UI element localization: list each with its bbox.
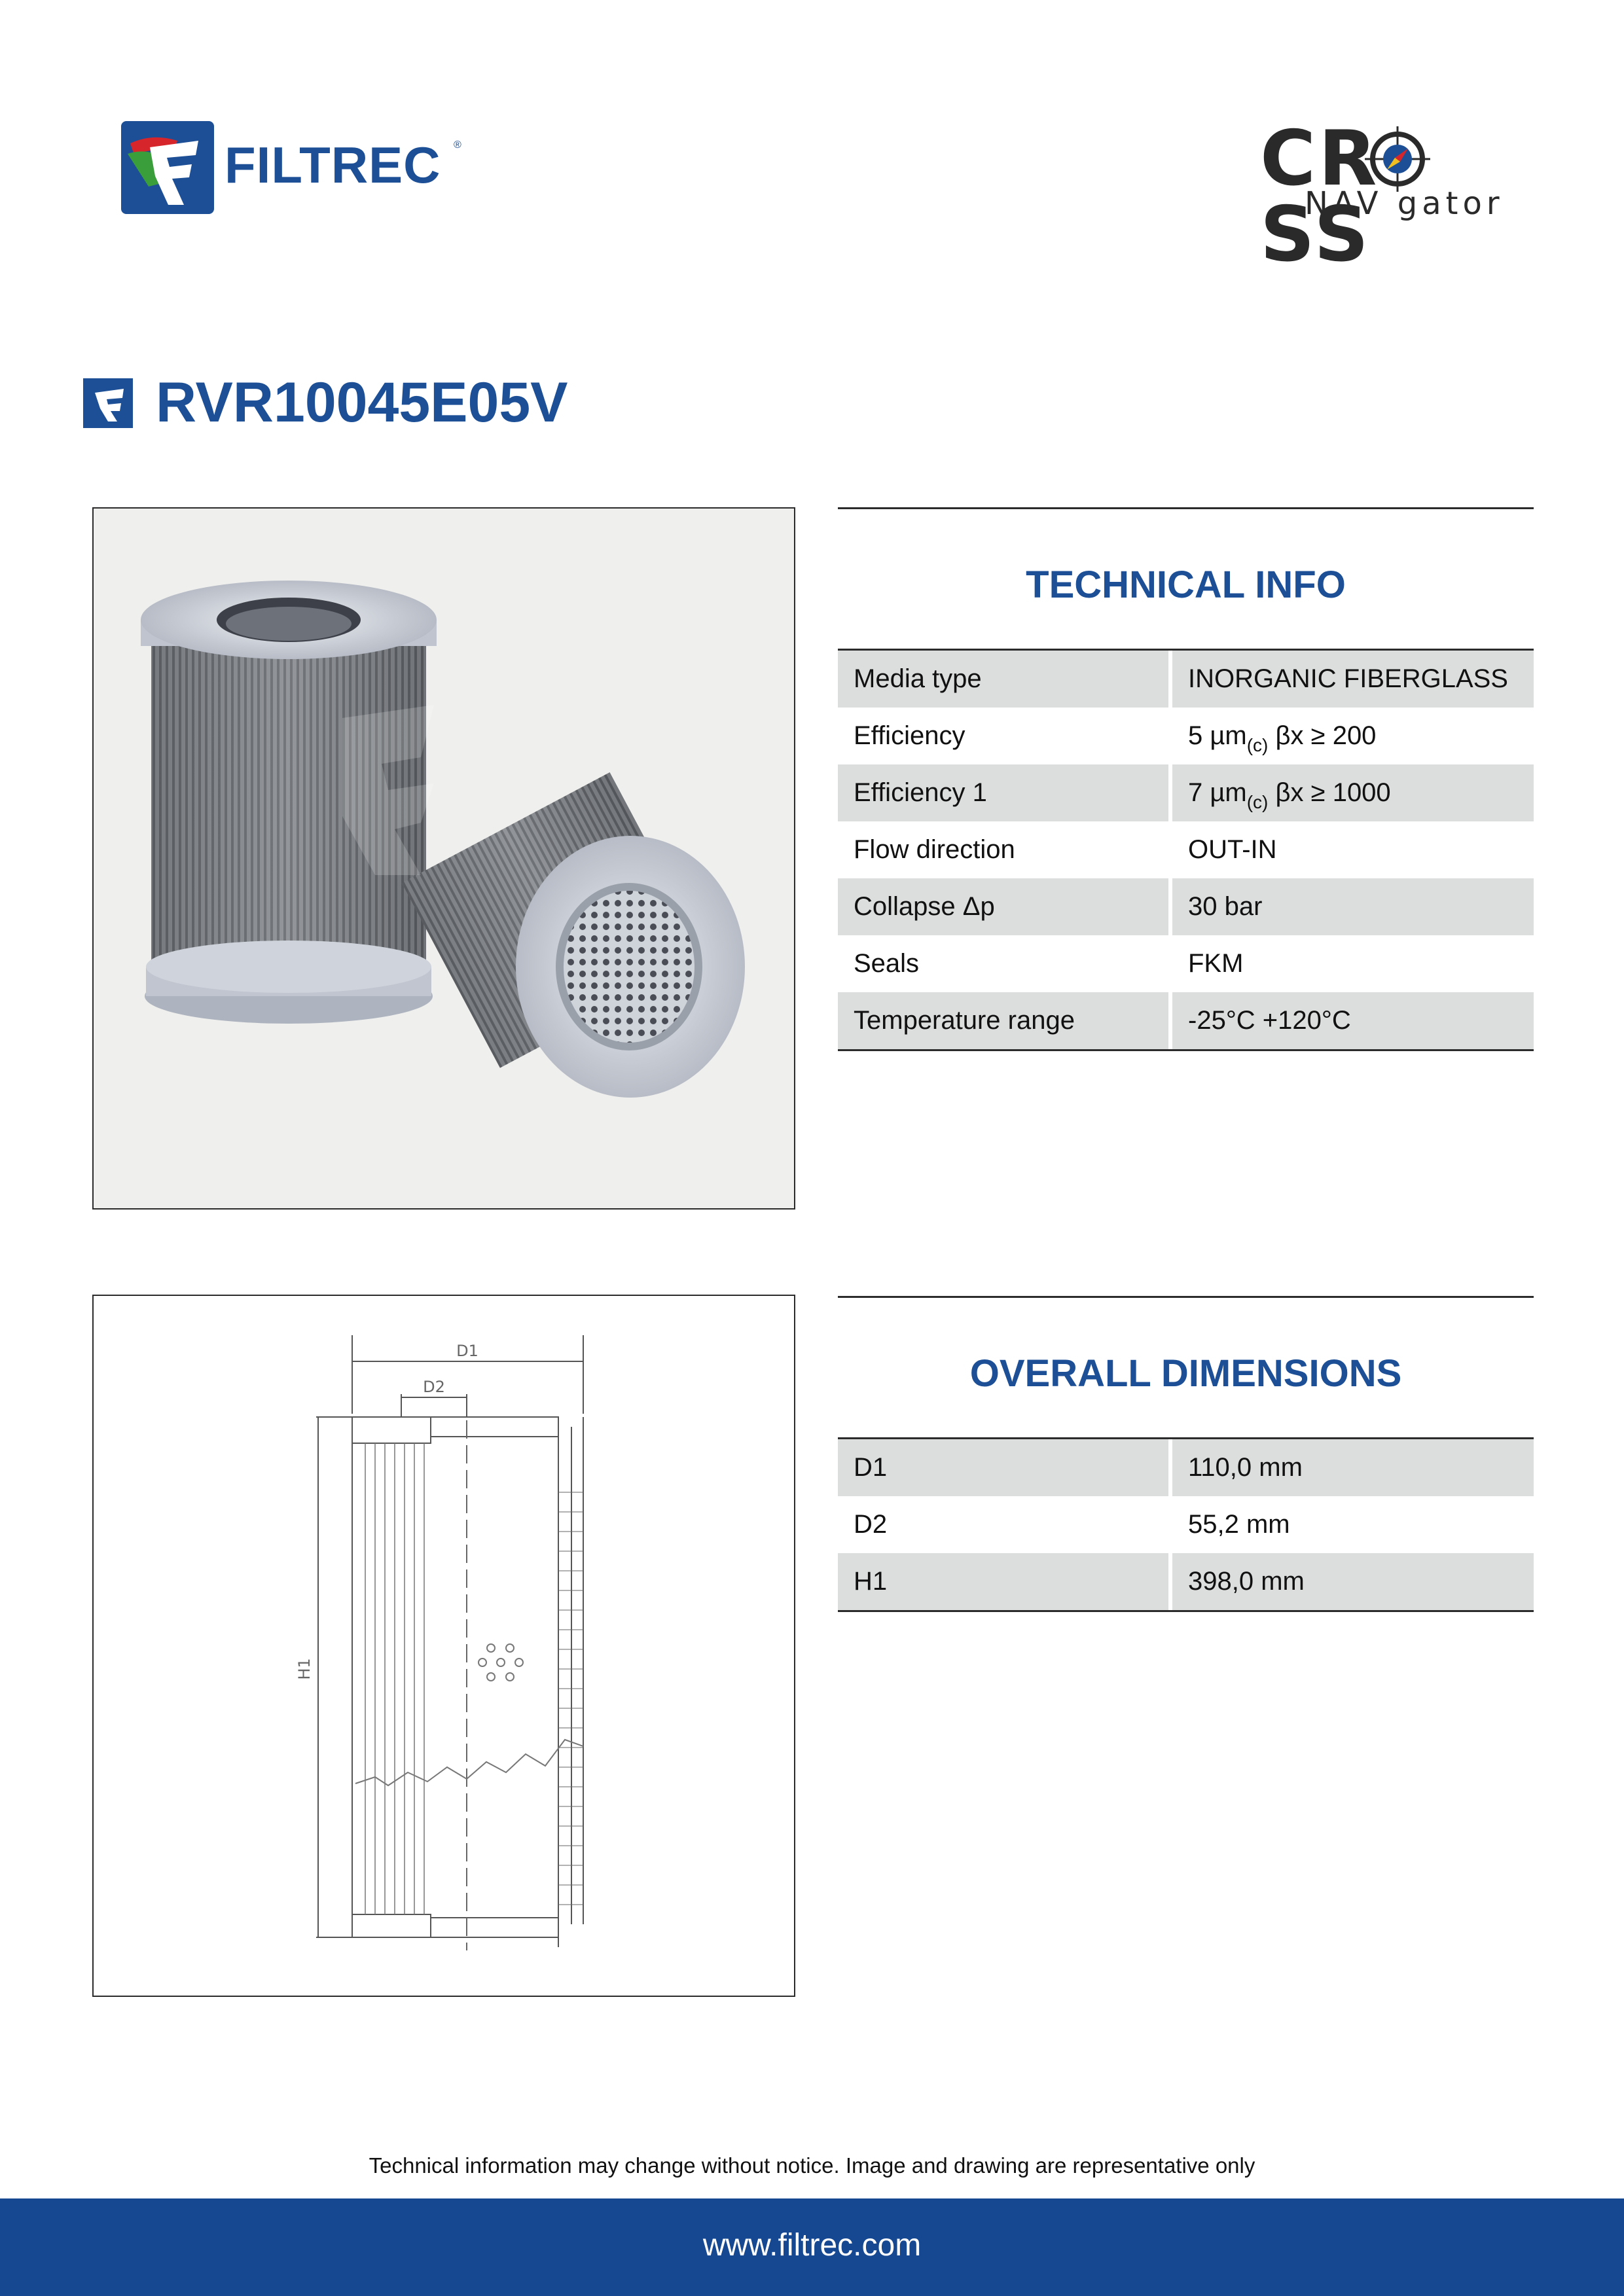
filtrec-logo-icon: [121, 121, 214, 214]
spec-key: Flow direction: [854, 835, 1015, 864]
partner-logo: [1260, 115, 1506, 279]
value-subscript: (c): [1246, 791, 1269, 812]
section-divider: [838, 507, 1534, 509]
overall-dimensions-section: [838, 1296, 1534, 1623]
table-row: [838, 878, 1534, 935]
value-subscript: (c): [1246, 734, 1269, 755]
spec-key: Seals: [854, 949, 920, 978]
dimension-value: 55,2 mm: [1168, 1496, 1534, 1553]
brand-logo: [121, 121, 461, 216]
value-main: 5 µm: [1188, 721, 1247, 750]
dimension-value: 110,0 mm: [1168, 1439, 1534, 1496]
table-row: [838, 1439, 1534, 1496]
dimension-key: D2: [854, 1510, 888, 1539]
spec-value: OUT-IN: [1168, 821, 1534, 878]
technical-info-heading: TECHNICAL INFO: [1026, 564, 1346, 606]
technical-info-table: [838, 649, 1534, 1051]
spec-value: [1168, 764, 1534, 821]
technical-info-section: [838, 507, 1534, 1050]
value-suffix: βx ≥ 1000: [1268, 778, 1391, 807]
spec-value: INORGANIC FIBERGLASS: [1168, 651, 1534, 708]
table-row: [838, 1553, 1534, 1610]
registered-mark: ®: [454, 139, 461, 151]
table-row: [838, 1496, 1534, 1553]
spec-key: Efficiency 1: [838, 764, 1168, 821]
table-row: [838, 992, 1534, 1049]
label-h1: H1: [295, 1658, 314, 1680]
disclaimer-text: Technical information may change without notice. Image and drawing are representative only: [369, 2153, 1255, 2178]
dimensions-table: [838, 1437, 1534, 1612]
spec-key: Temperature range: [838, 992, 1168, 1049]
technical-drawing: [92, 1295, 795, 1997]
label-d2: D2: [423, 1378, 445, 1396]
spec-value: FKM: [1168, 935, 1534, 992]
brand-name: FILTREC: [225, 136, 441, 194]
partner-logo-top: CR SS: [1260, 115, 1380, 279]
dimension-value: 398,0 mm: [1168, 1553, 1534, 1610]
spec-key: Collapse Δp: [838, 878, 1168, 935]
spec-key: Media type: [838, 651, 1168, 708]
product-photo: [92, 507, 795, 1210]
table-row: [838, 821, 1534, 878]
overall-dimensions-heading: OVERALL DIMENSIONS: [969, 1352, 1402, 1395]
table-row: [838, 764, 1534, 821]
spec-value: [1168, 708, 1534, 764]
filter-element-illustration: [94, 509, 794, 1208]
spec-value: 30 bar: [1168, 878, 1534, 935]
table-row: [838, 651, 1534, 708]
filtrec-small-icon: [83, 378, 133, 428]
website-link[interactable]: www.filtrec.com: [702, 2228, 922, 2263]
dimension-key: H1: [838, 1553, 1168, 1610]
spec-value: -25°C +120°C: [1168, 992, 1534, 1049]
partner-logo-bottom: NAV gator: [1305, 185, 1504, 222]
compass-icon: [1365, 126, 1430, 192]
dimension-drawing: [94, 1296, 794, 1996]
section-divider: [838, 1296, 1534, 1298]
spec-key: Efficiency: [854, 721, 965, 750]
value-main: 7 µm: [1188, 778, 1247, 807]
table-row: [838, 708, 1534, 764]
table-row: [838, 935, 1534, 992]
value-suffix: βx ≥ 200: [1268, 721, 1377, 750]
page-title: RVR10045E05V: [156, 371, 568, 434]
dimension-key: D1: [838, 1439, 1168, 1496]
label-d1: D1: [456, 1342, 478, 1360]
